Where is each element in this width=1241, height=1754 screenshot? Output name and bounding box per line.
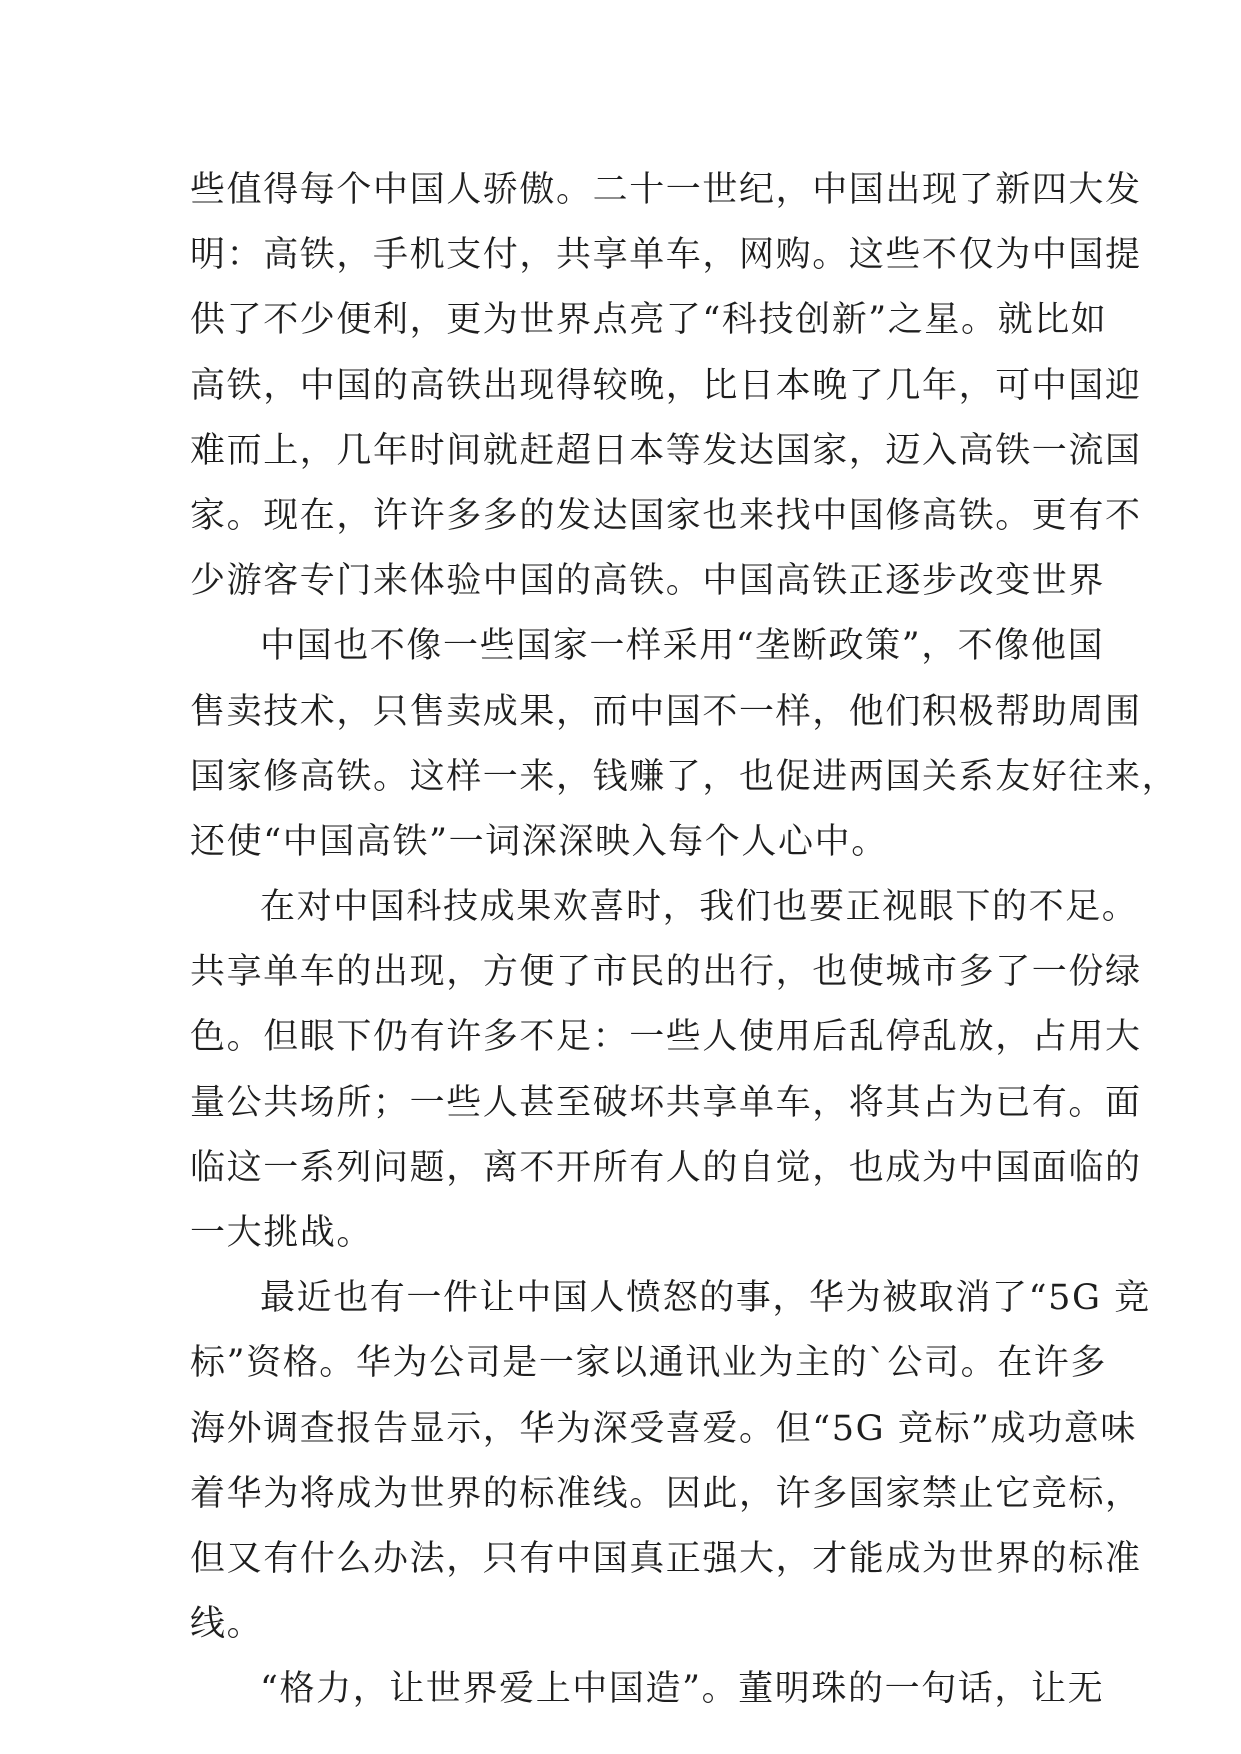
body-text bbox=[190, 158, 1179, 1723]
text-line: 难而上，几年时间就赶超日本等发达国家，迈入高铁一流国 bbox=[190, 430, 1142, 471]
text-line: 共享单车的出现，方便了市民的出行，也使城市多了一份绿 bbox=[190, 952, 1142, 993]
text-line: 色。但眼下仍有许多不足：一些人使用后乱停乱放，占用大 bbox=[190, 1017, 1142, 1058]
paragraph-first-line: 在对中国科技成果欢喜时，我们也要正视眼下的不足。 bbox=[260, 887, 1139, 928]
text-line: 国家修高铁。这样一来，钱赚了，也促进两国关系友好往来， bbox=[190, 756, 1179, 797]
text-line: 明：高铁，手机支付，共享单车，网购。这些不仅为中国提 bbox=[190, 235, 1142, 276]
text-line: 还使“中国高铁”一词深深映入每个人心中。 bbox=[190, 821, 888, 862]
text-line: 标”资格。华为公司是一家以通讯业为主的`公司。在许多 bbox=[190, 1343, 1107, 1384]
text-line: 着华为将成为世界的标准线。因此，许多国家禁止它竞标， bbox=[190, 1473, 1142, 1514]
text-line: 量公共场所；一些人甚至破坏共享单车，将其占为已有。面 bbox=[190, 1082, 1142, 1123]
text-line: 家。现在，许许多多的发达国家也来找中国修高铁。更有不 bbox=[190, 495, 1142, 536]
text-line: 少游客专门来体验中国的高铁。中国高铁正逐步改变世界 bbox=[190, 561, 1106, 602]
text-line: 一大挑战。 bbox=[190, 1213, 374, 1253]
text-line: 海外调查报告显示，华为深受喜爱。但“5G 竞标”成功意味 bbox=[190, 1408, 1137, 1449]
paragraph-first-line: 中国也不像一些国家一样采用“垄断政策”，不像他国 bbox=[260, 626, 1105, 667]
text-line: 线。 bbox=[190, 1604, 264, 1645]
text-line: 临这一系列问题，离不开所有人的自觉，也成为中国面临的 bbox=[190, 1147, 1142, 1188]
paragraph-first-line: 最近也有一件让中国人愤怒的事，华为被取消了“5G 竞 bbox=[260, 1278, 1151, 1319]
text-line: 供了不少便利，更为世界点亮了“科技创新”之星。就比如 bbox=[190, 300, 1108, 341]
text-line: 些值得每个中国人骄傲。二十一世纪，中国出现了新四大发 bbox=[190, 170, 1142, 210]
text-line: 但又有什么办法，只有中国真正强大，才能成为世界的标准 bbox=[190, 1538, 1142, 1579]
text-line: 高铁，中国的高铁出现得较晚，比日本晚了几年，可中国迎 bbox=[190, 365, 1142, 406]
paragraph-first-line: “格力，让世界爱上中国造”。董明珠的一句话，让无 bbox=[260, 1669, 1105, 1710]
text-line: 售卖技术，只售卖成果，而中国不一样，他们积极帮助周围 bbox=[190, 691, 1142, 732]
